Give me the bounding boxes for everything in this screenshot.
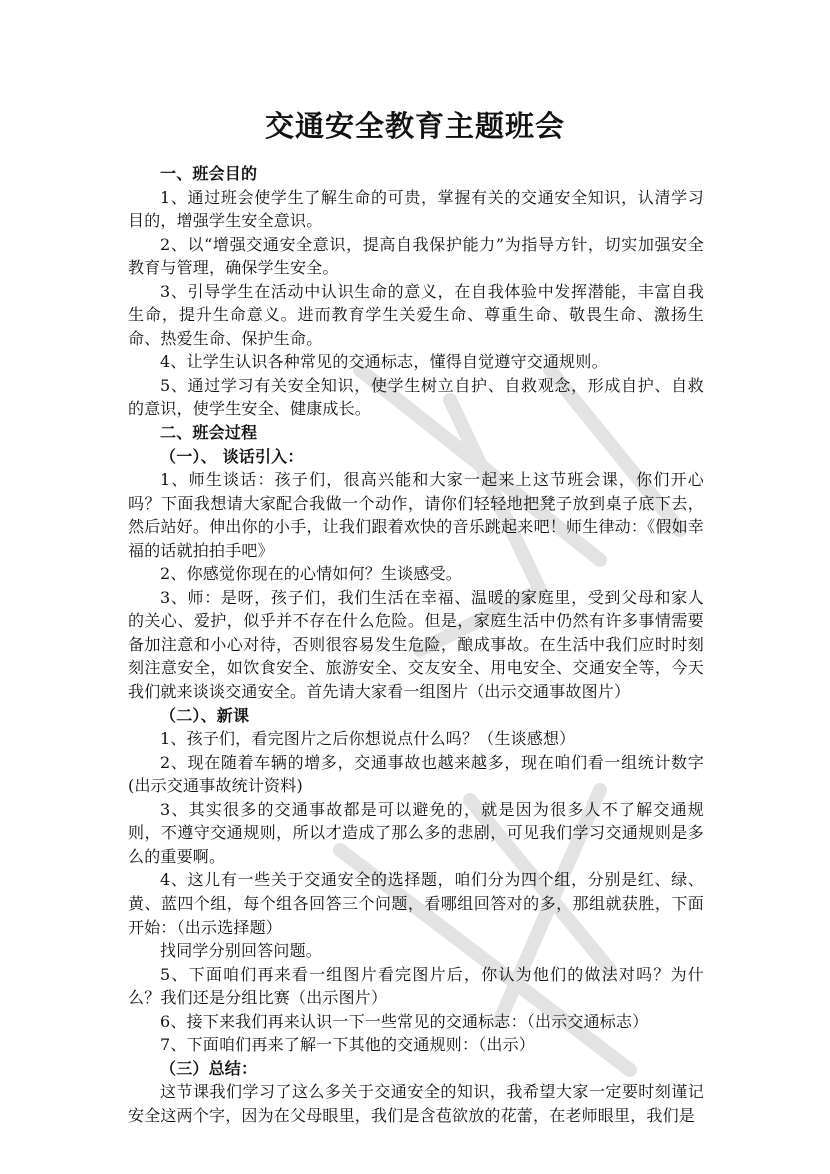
body-paragraph: 5、下面咱们再来看一组图片看完图片后，你认为他们的做法对吗？为什么？我们还是分组比赛（出示图片） [128, 964, 704, 1008]
section-heading: （二）、新课 [160, 705, 250, 725]
body-paragraph: 1、师生谈话：孩子们，很高兴能和大家一起来上这节班会课，你们开心吗？下面我想请大家配合我做一个动作，请你们轻轻地把凳子放到桌子底下去，然后站好。伸出你的小手，让我们跟着欢快的音乐跳起来吧！师生律动：《假如幸福的话就拍拍手吧》 [128, 470, 704, 560]
body-paragraph: 2、以“增强交通安全意识，提高自我保护能力”为指导方针，切实加强安全教育与管理，确保学生安全。 [128, 234, 704, 278]
body-paragraph: 6、接下来我们再来认识一下一些常见的交通标志：（出示交通标志） [160, 1011, 649, 1031]
section-heading: （三）总结： [160, 1058, 258, 1078]
body-paragraph: 2、你感觉你现在的心情如何？生谈感受。 [160, 564, 462, 584]
body-paragraph: 2、现在随着车辆的增多，交通事故也越来越多，现在咱们看一组统计数字(出示交通事故统计资料) [128, 752, 704, 796]
body-paragraph: 7、下面咱们再来了解一下其他的交通规则：（出示） [160, 1035, 535, 1055]
body-paragraph: 3、其实很多的交通事故都是可以避免的，就是因为很多人不了解交通规则，不遵守交通规则，所以才造成了那么多的悲剧，可见我们学习交通规则是多么的重要啊。 [128, 799, 704, 866]
body-paragraph: 4、这儿有一些关于交通安全的选择题，咱们分为四个组，分别是红、绿、黄、蓝四个组，每个组各回答三个问题，看哪组回答对的多，那组就获胜，下面开始：（出示选择题） [128, 870, 704, 937]
body-paragraph: 1、通过班会使学生了解生命的可贵，掌握有关的交通安全知识，认清学习目的，增强学生安全意识。 [128, 187, 704, 231]
section-heading: 二、班会过程 [160, 423, 258, 443]
section-heading: 一、班会目的 [160, 164, 258, 183]
document-title: 交通安全教育主题班会 [264, 109, 565, 143]
section-heading: （一）、 谈话引入： [160, 446, 304, 466]
body-paragraph: 3、引导学生在活动中认识生命的意义，在自我体验中发挥潜能，丰富自我生命，提升生命意义。进而教育学生关爱生命、尊重生命、敬畏生命、激扬生命、热爱生命、保护生命。 [128, 281, 704, 348]
body-paragraph: 4、让学生认识各种常见的交通标志，懂得自觉遵守交通规则。 [160, 352, 608, 372]
body-paragraph: 找同学分别回答问题。 [160, 941, 323, 961]
body-paragraph: 1、孩子们，看完图片之后你想说点什么吗？（生谈感想） [160, 729, 576, 749]
document-body [128, 162, 704, 1127]
body-paragraph: 3、师：是呀，孩子们，我们生活在幸福、温暖的家庭里，受到父母和家人的关心、爱护，似乎并不存在什么危险。但是，家庭生活中仍然有许多事情需要备加注意和小心对待，否则很容易发生危险，酿成事故。在生活中我们应时时刻刻注意安全，如饮食安全、旅游安全、交友安全、用电安全、交通安全等，今天我们就来谈谈交通安全。首先请大家看一组图片（出示交通事故图片） [128, 587, 704, 702]
body-paragraph: 5、通过学习有关安全知识，使学生树立自护、自救观念，形成自护、自救的意识，使学生安全、健康成长。 [128, 375, 704, 419]
body-paragraph: 这节课我们学习了这么多关于交通安全的知识，我希望大家一定要时刻谨记安全这两个字，因为在父母眼里，我们是含苞欲放的花蕾，在老师眼里，我们是 [128, 1082, 704, 1125]
